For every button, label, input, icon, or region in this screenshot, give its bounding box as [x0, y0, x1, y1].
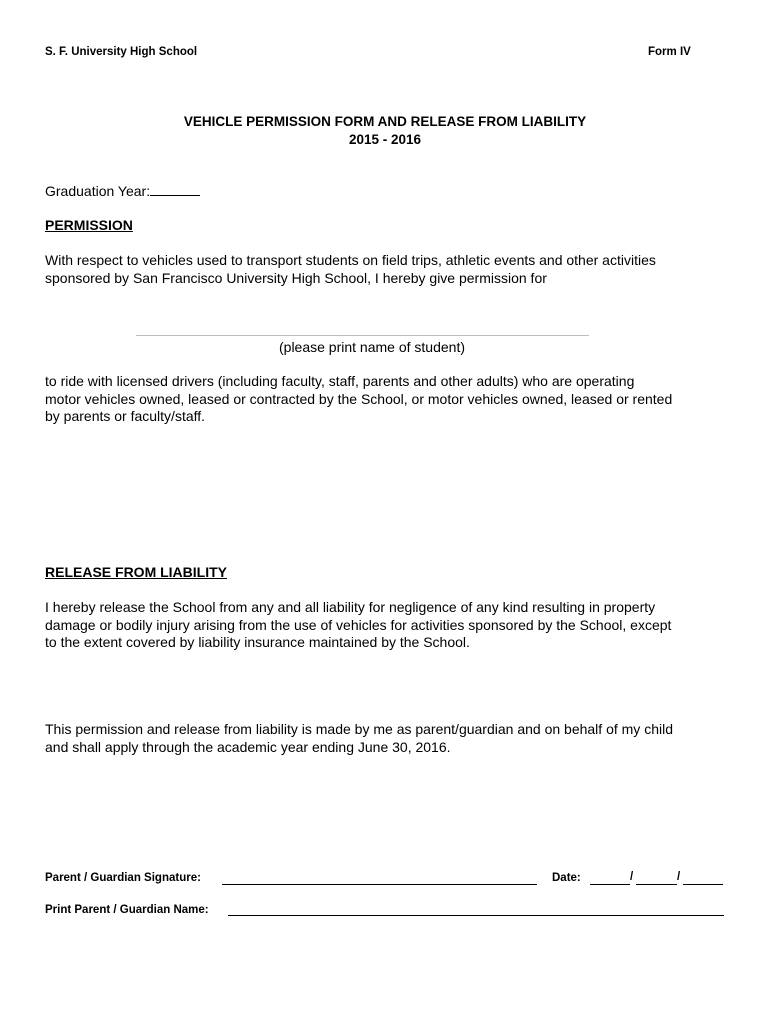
- permission-body-line: by parents or faculty/staff.: [45, 408, 206, 424]
- date-separator: /: [677, 871, 681, 883]
- permission-intro-line: sponsored by San Francisco University High School, I hereby give permission for: [45, 269, 547, 286]
- permission-body-line: motor vehicles owned, leased or contracted by the School, or motor vehicles owned, leased or rented: [45, 390, 673, 407]
- release-line: to the extent covered by liability insurance maintained by the School.: [45, 634, 470, 650]
- release-line: and shall apply through the academic year ending June 30, 2016.: [45, 738, 451, 755]
- date-label: Date:: [552, 872, 581, 884]
- form-number: Form IV: [648, 46, 691, 58]
- permission-body-line: to ride with licensed drivers (including faculty, staff, parents and other adults) who are operating: [45, 373, 635, 389]
- form-title: VEHICLE PERMISSION FORM AND RELEASE FROM LIABILITY: [183, 114, 587, 129]
- form-year: 2015 - 2016: [348, 132, 422, 147]
- signature-label: Parent / Guardian Signature:: [45, 872, 201, 884]
- school-name: S. F. University High School: [45, 46, 198, 58]
- release-line: I hereby release the School from any and all liability for negligence of any kind resulting in property: [45, 599, 656, 615]
- student-name-field[interactable]: [136, 335, 589, 336]
- date-month-field[interactable]: [590, 884, 630, 885]
- student-name-caption: (please print name of student): [279, 339, 465, 355]
- date-year-field[interactable]: [683, 884, 723, 885]
- date-separator: /: [630, 871, 634, 883]
- release-paragraph-1: [45, 599, 745, 652]
- signature-field[interactable]: [222, 884, 537, 885]
- print-name-label: Print Parent / Guardian Name:: [45, 904, 209, 916]
- release-paragraph-2: [45, 721, 745, 756]
- graduation-year-field[interactable]: [150, 182, 200, 196]
- print-name-field[interactable]: [228, 915, 724, 916]
- permission-body: [45, 373, 745, 426]
- release-line: This permission and release from liability is made by me as parent/guardian and on behalf of my child: [45, 721, 673, 737]
- graduation-year-label: Graduation Year:: [45, 183, 151, 199]
- date-day-field[interactable]: [636, 884, 677, 885]
- permission-intro-line: With respect to vehicles used to transport students on field trips, athletic events and other activities: [45, 252, 656, 268]
- permission-heading: PERMISSION: [45, 217, 133, 233]
- permission-intro: [45, 252, 735, 287]
- release-line: damage or bodily injury arising from the use of vehicles for activities sponsored by the School, except: [45, 616, 672, 633]
- graduation-year-row: [45, 182, 200, 201]
- release-heading: RELEASE FROM LIABILITY: [45, 564, 227, 580]
